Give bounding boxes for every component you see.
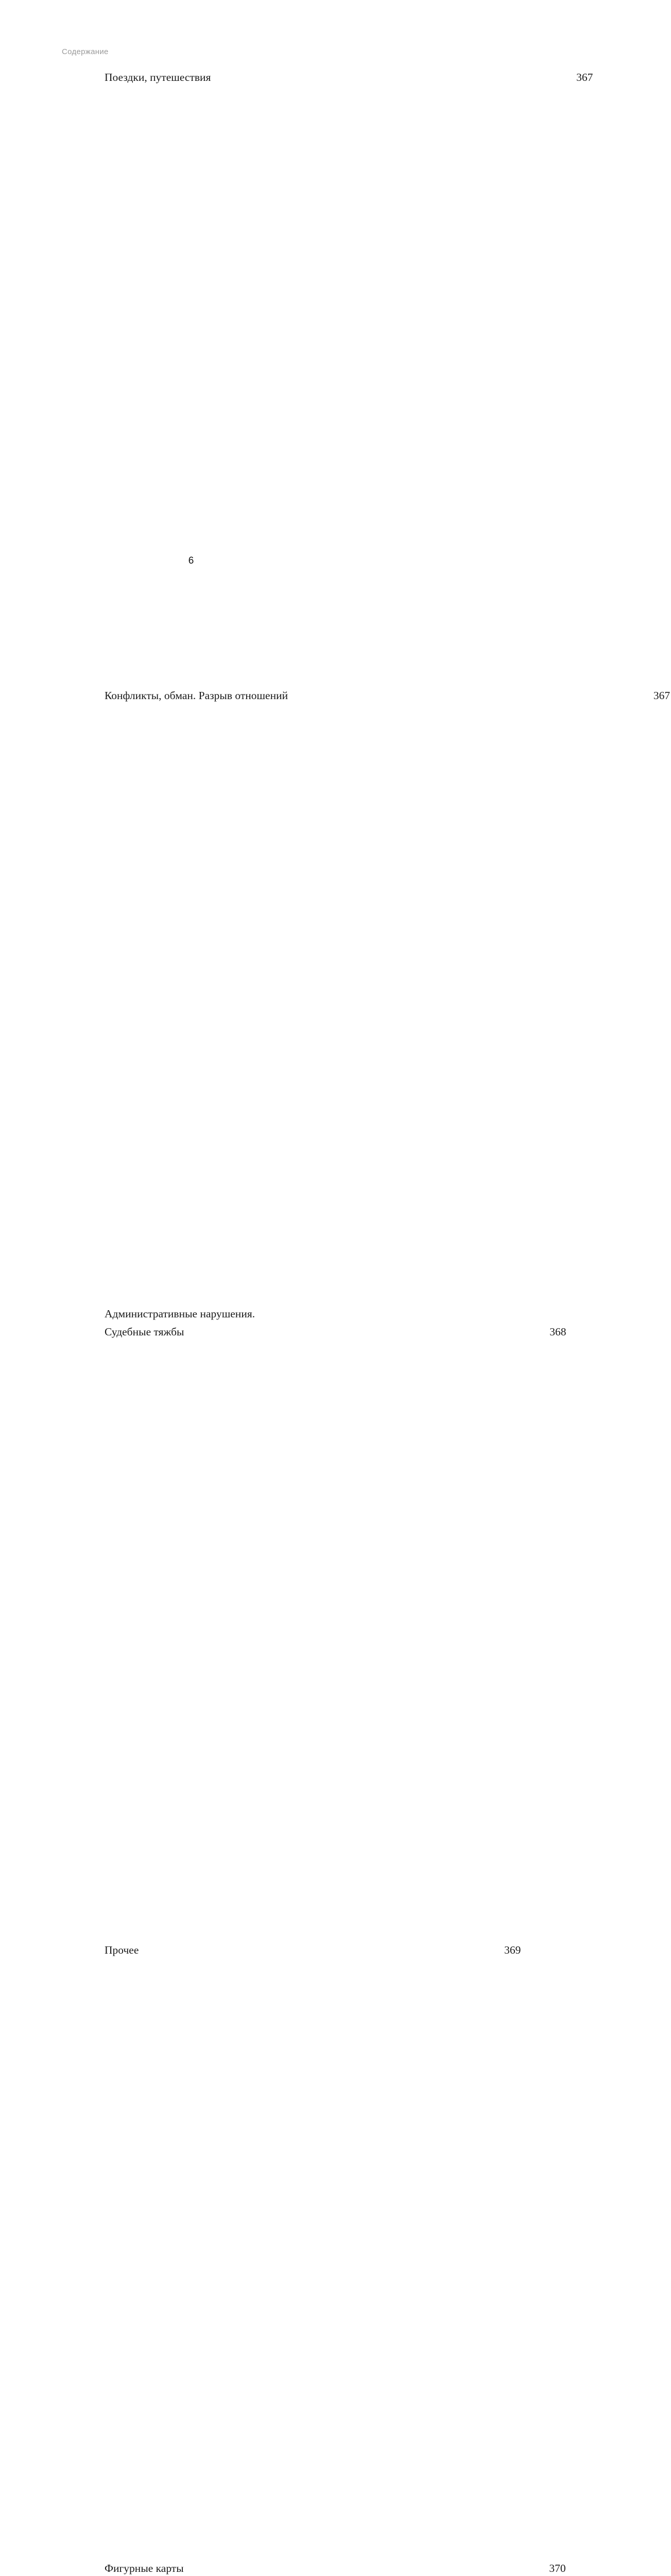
toc-entry-title: Прочее bbox=[105, 1944, 139, 1956]
toc-entry-line bbox=[105, 687, 670, 1305]
page-number-folio: 6 bbox=[188, 555, 194, 566]
toc-entry[interactable] bbox=[89, 1305, 566, 1941]
toc-entry-title: Фигурные карты bbox=[105, 2562, 184, 2574]
toc-entry-page-number: 367 bbox=[576, 71, 593, 83]
toc-entry-line bbox=[105, 1305, 333, 1323]
toc-entry-page-number: 370 bbox=[549, 2562, 566, 2574]
toc-entry-title: Административные нарушения. bbox=[105, 1308, 255, 1320]
toc-entry-line bbox=[105, 1941, 521, 2560]
toc-entry[interactable] bbox=[89, 1941, 521, 2560]
toc-entry-title: Конфликты, обман. Разрыв отношений bbox=[105, 689, 288, 702]
toc-entry[interactable] bbox=[89, 2560, 566, 2576]
toc-entry-page-number: 369 bbox=[504, 1944, 521, 1956]
toc-entry-line bbox=[105, 1323, 566, 1941]
toc-entry[interactable] bbox=[89, 69, 593, 687]
toc-entry-page-number: 367 bbox=[653, 689, 670, 702]
toc-entry[interactable] bbox=[89, 687, 670, 1305]
toc-entry-title: Поездки, путешествия bbox=[105, 71, 211, 83]
toc-entry-line bbox=[105, 2560, 566, 2576]
toc-entry-page-number: 368 bbox=[549, 1326, 566, 1338]
table-of-contents bbox=[89, 69, 670, 2576]
toc-entry-line bbox=[105, 69, 593, 687]
running-head: Содержание bbox=[62, 47, 109, 56]
toc-entry-title: Судебные тяжбы bbox=[105, 1326, 184, 1338]
